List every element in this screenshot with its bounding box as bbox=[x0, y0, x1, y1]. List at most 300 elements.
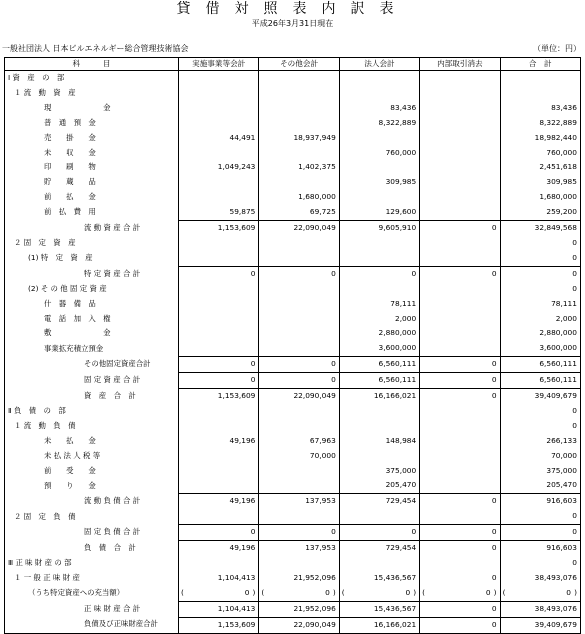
subtotal-row bbox=[5, 357, 581, 373]
account-label: 未 払 金 bbox=[44, 435, 96, 445]
amount-value: 38,493,076 bbox=[534, 603, 577, 613]
amount-cell-total bbox=[500, 190, 580, 205]
amount-value: 83,436 bbox=[390, 102, 417, 112]
document-title: 貸借対照表内訳表 bbox=[176, 1, 409, 17]
amount-value: 0 bbox=[250, 527, 256, 537]
amount-value: 0 bbox=[491, 603, 497, 613]
amount-cell-internal-elimination bbox=[420, 357, 500, 373]
amount-value: 21,952,096 bbox=[293, 603, 336, 613]
amount-cell-other-accounting bbox=[259, 434, 339, 449]
account-label-cell bbox=[5, 509, 179, 524]
amount-cell-internal-elimination bbox=[420, 266, 500, 281]
account-label: １ 流 動 資 産 bbox=[14, 87, 76, 97]
account-label-cell bbox=[5, 601, 179, 617]
amount-cell-program-accounting bbox=[179, 601, 259, 617]
amount-cell-program-accounting bbox=[179, 266, 259, 281]
amount-value: 0 bbox=[491, 619, 497, 629]
amount-cell-other-accounting bbox=[259, 586, 339, 601]
amount-cell-internal-elimination bbox=[420, 617, 500, 633]
amount-cell-other-accounting bbox=[259, 419, 339, 434]
amount-cell-total bbox=[500, 131, 580, 146]
amount-cell-program-accounting bbox=[179, 419, 259, 434]
amount-cell-corporate-accounting bbox=[339, 449, 419, 464]
amount-cell-program-accounting bbox=[179, 556, 259, 571]
amount-cell-internal-elimination bbox=[420, 251, 500, 266]
amount-cell-corporate-accounting bbox=[339, 312, 419, 327]
account-label-cell bbox=[5, 251, 179, 266]
amount-cell-internal-elimination bbox=[420, 419, 500, 434]
amount-value: 1,153,609 bbox=[217, 619, 256, 629]
amount-cell-other-accounting bbox=[259, 190, 339, 205]
amount-cell-internal-elimination bbox=[420, 190, 500, 205]
account-label-cell bbox=[5, 571, 179, 586]
amount-cell-corporate-accounting bbox=[339, 266, 419, 281]
amount-value: 0 bbox=[331, 268, 336, 278]
amount-cell-program-accounting bbox=[179, 86, 259, 101]
amount-cell-other-accounting bbox=[259, 251, 339, 266]
header-internal-elimination: 内部取引消去 bbox=[420, 58, 500, 71]
amount-cell-internal-elimination bbox=[420, 341, 500, 356]
amount-cell-internal-elimination bbox=[420, 525, 500, 541]
table-row bbox=[5, 205, 581, 220]
subtotal-row bbox=[5, 601, 581, 617]
amount-cell-program-accounting bbox=[179, 175, 259, 190]
amount-cell-corporate-accounting bbox=[339, 297, 419, 312]
amount-cell-total bbox=[500, 116, 580, 131]
amount-cell-corporate-accounting bbox=[339, 71, 419, 86]
amount-cell-total bbox=[500, 357, 580, 373]
account-label-cell bbox=[5, 449, 179, 464]
amount-cell-other-accounting bbox=[259, 494, 339, 509]
amount-cell-program-accounting bbox=[179, 434, 259, 449]
amount-value: 1,049,243 bbox=[217, 162, 256, 172]
amount-cell-program-accounting bbox=[179, 617, 259, 633]
amount-cell-corporate-accounting bbox=[339, 101, 419, 116]
amount-cell-program-accounting bbox=[179, 464, 259, 479]
amount-cell-other-accounting bbox=[259, 221, 339, 236]
amount-cell-program-accounting bbox=[179, 586, 259, 601]
amount-value: 259,200 bbox=[546, 207, 577, 217]
amount-cell-other-accounting bbox=[259, 101, 339, 116]
table-row bbox=[5, 509, 581, 524]
header-account: 科 目 bbox=[5, 58, 179, 71]
account-label: 売 掛 金 bbox=[44, 132, 96, 142]
amount-cell-total bbox=[500, 160, 580, 175]
subtotal-row bbox=[5, 373, 581, 389]
amount-value: 0 bbox=[491, 391, 497, 401]
amount-cell-corporate-accounting bbox=[339, 389, 419, 404]
amount-cell-program-accounting bbox=[179, 190, 259, 205]
amount-cell-other-accounting bbox=[259, 297, 339, 312]
amount-cell-corporate-accounting bbox=[339, 478, 419, 493]
amount-cell-internal-elimination bbox=[420, 146, 500, 161]
amount-value: 205,470 bbox=[546, 480, 577, 490]
amount-cell-other-accounting bbox=[259, 556, 339, 571]
account-label: 預 り 金 bbox=[44, 480, 96, 490]
account-label-cell bbox=[5, 617, 179, 633]
account-label-cell bbox=[5, 205, 179, 220]
amount-value: 38,493,076 bbox=[534, 572, 577, 582]
amount-cell-other-accounting bbox=[259, 131, 339, 146]
amount-value: 0 bbox=[411, 268, 417, 278]
amount-cell-program-accounting bbox=[179, 282, 259, 297]
amount-value: 0 bbox=[491, 496, 497, 506]
amount-cell-program-accounting bbox=[179, 297, 259, 312]
amount-cell-program-accounting bbox=[179, 160, 259, 175]
account-label-cell bbox=[5, 101, 179, 116]
account-label-cell bbox=[5, 131, 179, 146]
amount-value: 0 bbox=[566, 587, 571, 597]
header-row bbox=[5, 58, 581, 71]
amount-cell-other-accounting bbox=[259, 464, 339, 479]
account-label: Ⅰ 資 産 の 部 bbox=[8, 73, 65, 82]
report-date: 平成26年3月31日現在 bbox=[251, 19, 334, 28]
account-label-cell bbox=[5, 478, 179, 493]
amount-cell-corporate-accounting bbox=[339, 236, 419, 251]
account-label-cell bbox=[5, 146, 179, 161]
amount-cell-total bbox=[500, 494, 580, 509]
table-row bbox=[5, 312, 581, 327]
amount-cell-corporate-accounting bbox=[339, 341, 419, 356]
amount-value: 375,000 bbox=[546, 465, 577, 475]
amount-value: 70,000 bbox=[551, 450, 577, 460]
table-row bbox=[5, 175, 581, 190]
amount-value: 0 bbox=[572, 558, 577, 567]
amount-cell-other-accounting bbox=[259, 357, 339, 373]
account-label: 流 動 負 債 合 計 bbox=[84, 496, 141, 506]
amount-value: 0 bbox=[250, 359, 256, 369]
amount-value: 78,111 bbox=[390, 298, 417, 308]
amount-value: 309,985 bbox=[385, 177, 417, 187]
account-label-cell bbox=[5, 160, 179, 175]
amount-value: 0 bbox=[572, 237, 577, 247]
amount-cell-other-accounting bbox=[259, 541, 339, 556]
amount-value: 15,436,567 bbox=[373, 603, 417, 613]
amount-cell-other-accounting bbox=[259, 205, 339, 220]
subtotal-row bbox=[5, 541, 581, 556]
account-label: 現 金 bbox=[44, 102, 111, 112]
amount-cell-corporate-accounting bbox=[339, 326, 419, 341]
organization-name: 一般社団法人 日本ビルエネルギー総合管理技術協会 bbox=[2, 44, 189, 53]
amount-cell-total bbox=[500, 556, 580, 571]
amount-value: 137,953 bbox=[305, 543, 336, 553]
amount-cell-internal-elimination bbox=[420, 389, 500, 404]
account-label: （うち特定資産への充当額） bbox=[28, 588, 125, 598]
amount-cell-total bbox=[500, 282, 580, 297]
amount-value: 0 bbox=[491, 543, 497, 553]
amount-cell-corporate-accounting bbox=[339, 175, 419, 190]
amount-value: 8,322,889 bbox=[539, 117, 577, 127]
amount-cell-other-accounting bbox=[259, 116, 339, 131]
amount-cell-other-accounting bbox=[259, 266, 339, 281]
amount-cell-total bbox=[500, 509, 580, 524]
amount-cell-internal-elimination bbox=[420, 116, 500, 131]
amount-value: 8,322,889 bbox=[378, 117, 417, 127]
account-label-cell bbox=[5, 266, 179, 281]
amount-value: 1,680,000 bbox=[539, 192, 577, 202]
account-label: Ⅱ 負 債 の 部 bbox=[8, 405, 66, 415]
amount-value: 18,982,440 bbox=[534, 132, 577, 142]
amount-cell-other-accounting bbox=[259, 236, 339, 251]
amount-value: 16,166,021 bbox=[373, 391, 417, 401]
table-row bbox=[5, 146, 581, 161]
amount-value: 0 bbox=[325, 587, 330, 597]
amount-cell-program-accounting bbox=[179, 525, 259, 541]
header-program-accounting: 実施事業等会計 bbox=[179, 58, 259, 71]
account-label-cell bbox=[5, 282, 179, 297]
account-label: 流 動 資 産 合 計 bbox=[84, 222, 141, 232]
amount-cell-program-accounting bbox=[179, 131, 259, 146]
amount-cell-program-accounting bbox=[179, 571, 259, 586]
amount-cell-total bbox=[500, 601, 580, 617]
amount-cell-total bbox=[500, 617, 580, 633]
table-row bbox=[5, 449, 581, 464]
amount-value: 129,600 bbox=[385, 207, 417, 217]
amount-value: 760,000 bbox=[546, 147, 577, 157]
table-row bbox=[5, 419, 581, 434]
account-label: 負 債 合 計 bbox=[84, 542, 136, 552]
amount-cell-internal-elimination bbox=[420, 86, 500, 101]
table-row bbox=[5, 434, 581, 449]
amount-cell-internal-elimination bbox=[420, 434, 500, 449]
table-row bbox=[5, 464, 581, 479]
amount-cell-program-accounting bbox=[179, 146, 259, 161]
account-label-cell bbox=[5, 297, 179, 312]
amount-cell-total bbox=[500, 449, 580, 464]
table-row bbox=[5, 101, 581, 116]
table-row bbox=[5, 404, 581, 419]
account-label-cell bbox=[5, 221, 179, 236]
amount-value: 1,153,609 bbox=[217, 223, 256, 233]
amount-cell-program-accounting bbox=[179, 236, 259, 251]
amount-cell-total bbox=[500, 464, 580, 479]
table-row bbox=[5, 160, 581, 175]
amount-cell-internal-elimination bbox=[420, 601, 500, 617]
amount-cell-other-accounting bbox=[259, 160, 339, 175]
amount-cell-corporate-accounting bbox=[339, 617, 419, 633]
table-row bbox=[5, 131, 581, 146]
amount-value: 729,454 bbox=[385, 543, 417, 553]
account-label: 前 払 金 bbox=[44, 192, 96, 202]
account-label: 印 刷 物 bbox=[44, 162, 96, 172]
amount-cell-corporate-accounting bbox=[339, 357, 419, 373]
amount-cell-program-accounting bbox=[179, 326, 259, 341]
amount-cell-internal-elimination bbox=[420, 221, 500, 236]
amount-cell-internal-elimination bbox=[420, 282, 500, 297]
amount-cell-total bbox=[500, 71, 580, 86]
amount-value: 266,133 bbox=[546, 435, 577, 445]
amount-cell-total bbox=[500, 541, 580, 556]
amount-value: 2,880,000 bbox=[378, 328, 417, 338]
amount-value: 67,963 bbox=[309, 435, 336, 445]
account-label: その他固定資産合計 bbox=[84, 359, 151, 369]
amount-value: 59,875 bbox=[229, 207, 256, 217]
subtotal-row bbox=[5, 525, 581, 541]
account-label: 事業拡充積立預金 bbox=[44, 343, 104, 353]
amount-cell-total bbox=[500, 175, 580, 190]
amount-value: 2,000 bbox=[555, 313, 577, 323]
header-other-accounting: その他会計 bbox=[259, 58, 339, 71]
amount-cell-program-accounting bbox=[179, 205, 259, 220]
amount-cell-total bbox=[500, 312, 580, 327]
close-paren: ) bbox=[413, 587, 417, 597]
amount-value: 22,090,049 bbox=[293, 391, 336, 401]
account-label-cell bbox=[5, 419, 179, 434]
subtotal-row bbox=[5, 389, 581, 404]
amount-cell-total bbox=[500, 146, 580, 161]
amount-value: 0 bbox=[572, 420, 577, 430]
amount-cell-total bbox=[500, 434, 580, 449]
amount-cell-total bbox=[500, 297, 580, 312]
amount-cell-internal-elimination bbox=[420, 571, 500, 586]
amount-value: 1,402,375 bbox=[298, 162, 336, 172]
amount-cell-corporate-accounting bbox=[339, 556, 419, 571]
table-row bbox=[5, 251, 581, 266]
amount-value: 0 bbox=[491, 223, 497, 233]
amount-cell-other-accounting bbox=[259, 175, 339, 190]
amount-value: 0 bbox=[405, 587, 411, 597]
amount-cell-corporate-accounting bbox=[339, 601, 419, 617]
amount-value: 0 bbox=[250, 268, 256, 278]
amount-value: 2,000 bbox=[395, 313, 417, 323]
amount-cell-program-accounting bbox=[179, 541, 259, 556]
amount-cell-other-accounting bbox=[259, 449, 339, 464]
amount-cell-internal-elimination bbox=[420, 556, 500, 571]
account-label: 敷 金 bbox=[44, 328, 111, 338]
amount-cell-corporate-accounting bbox=[339, 419, 419, 434]
amount-value: 375,000 bbox=[385, 465, 417, 475]
amount-cell-corporate-accounting bbox=[339, 494, 419, 509]
amount-cell-program-accounting bbox=[179, 389, 259, 404]
amount-cell-corporate-accounting bbox=[339, 404, 419, 419]
amount-value: 760,000 bbox=[385, 147, 417, 157]
amount-cell-program-accounting bbox=[179, 251, 259, 266]
amount-value: 49,196 bbox=[229, 543, 256, 553]
amount-value: 916,603 bbox=[546, 496, 577, 506]
amount-cell-corporate-accounting bbox=[339, 541, 419, 556]
subtotal-row bbox=[5, 221, 581, 236]
amount-cell-total bbox=[500, 586, 580, 601]
table-row bbox=[5, 190, 581, 205]
amount-cell-corporate-accounting bbox=[339, 251, 419, 266]
amount-cell-corporate-accounting bbox=[339, 190, 419, 205]
table-row bbox=[5, 86, 581, 101]
amount-cell-program-accounting bbox=[179, 312, 259, 327]
amount-value: 32,849,568 bbox=[534, 223, 577, 233]
amount-cell-program-accounting bbox=[179, 71, 259, 86]
amount-value: 0 bbox=[572, 405, 577, 415]
unit-label: （単位：円） bbox=[533, 44, 581, 53]
amount-value: 148,984 bbox=[385, 435, 417, 445]
amount-value: 916,603 bbox=[546, 543, 577, 553]
amount-cell-corporate-accounting bbox=[339, 464, 419, 479]
amount-cell-internal-elimination bbox=[420, 101, 500, 116]
amount-cell-total bbox=[500, 221, 580, 236]
amount-cell-corporate-accounting bbox=[339, 205, 419, 220]
table-row bbox=[5, 571, 581, 586]
amount-value: 78,111 bbox=[551, 298, 577, 308]
amount-value: 3,600,000 bbox=[539, 343, 577, 353]
open-paren: ( bbox=[502, 587, 506, 597]
amount-value: 0 bbox=[572, 511, 577, 521]
amount-value: 70,000 bbox=[309, 450, 336, 460]
account-label-cell bbox=[5, 357, 179, 373]
amount-value: 0 bbox=[331, 375, 336, 385]
amount-cell-corporate-accounting bbox=[339, 525, 419, 541]
amount-value: 6,560,111 bbox=[539, 359, 577, 369]
table-row bbox=[5, 282, 581, 297]
amount-value: 15,436,567 bbox=[373, 572, 417, 582]
amount-cell-internal-elimination bbox=[420, 160, 500, 175]
amount-cell-internal-elimination bbox=[420, 449, 500, 464]
account-label: 普 通 預 金 bbox=[44, 117, 96, 127]
amount-cell-internal-elimination bbox=[420, 326, 500, 341]
amount-cell-program-accounting bbox=[179, 404, 259, 419]
amount-cell-internal-elimination bbox=[420, 509, 500, 524]
amount-value: 0 bbox=[491, 359, 497, 369]
amount-value: 309,985 bbox=[546, 177, 577, 187]
account-label-cell bbox=[5, 525, 179, 541]
amount-cell-total bbox=[500, 373, 580, 389]
close-paren: ) bbox=[493, 587, 497, 597]
amount-cell-internal-elimination bbox=[420, 312, 500, 327]
account-label: ２ 固 定 資 産 bbox=[14, 237, 76, 247]
account-label-cell bbox=[5, 404, 179, 419]
amount-cell-other-accounting bbox=[259, 282, 339, 297]
account-label: 前 受 金 bbox=[44, 465, 96, 475]
amount-cell-total bbox=[500, 419, 580, 434]
amount-value: 0 bbox=[491, 572, 497, 582]
amount-value: 2,451,618 bbox=[539, 162, 577, 172]
amount-value: 22,090,049 bbox=[293, 223, 336, 233]
account-label: ２ 固 定 負 債 bbox=[14, 511, 76, 521]
account-label-cell bbox=[5, 373, 179, 389]
amount-cell-other-accounting bbox=[259, 326, 339, 341]
amount-cell-internal-elimination bbox=[420, 205, 500, 220]
amount-cell-other-accounting bbox=[259, 146, 339, 161]
account-label-cell bbox=[5, 434, 179, 449]
amount-value: 3,600,000 bbox=[378, 343, 417, 353]
amount-cell-corporate-accounting bbox=[339, 86, 419, 101]
amount-cell-internal-elimination bbox=[420, 464, 500, 479]
account-label-cell bbox=[5, 175, 179, 190]
close-paren: ) bbox=[252, 587, 256, 597]
subtotal-row bbox=[5, 494, 581, 509]
account-label: Ⅲ 正 味 財 産 の 部 bbox=[8, 558, 72, 567]
amount-cell-other-accounting bbox=[259, 341, 339, 356]
amount-cell-internal-elimination bbox=[420, 71, 500, 86]
amount-value: 22,090,049 bbox=[293, 619, 336, 629]
account-label: (1) 特 定 資 産 bbox=[28, 253, 93, 263]
amount-value: 137,953 bbox=[305, 496, 336, 506]
amount-value: 0 bbox=[485, 587, 491, 597]
account-label: 電 話 加 入 権 bbox=[44, 313, 111, 323]
account-label-cell bbox=[5, 556, 179, 571]
amount-value: 18,937,949 bbox=[293, 132, 336, 142]
account-label-cell bbox=[5, 312, 179, 327]
amount-cell-internal-elimination bbox=[420, 131, 500, 146]
amount-cell-total bbox=[500, 478, 580, 493]
amount-value: 39,409,679 bbox=[534, 391, 577, 401]
amount-value: 39,409,679 bbox=[534, 619, 577, 629]
amount-value: 9,605,910 bbox=[378, 223, 417, 233]
amount-value: 0 bbox=[572, 527, 577, 537]
account-label-cell bbox=[5, 341, 179, 356]
amount-cell-internal-elimination bbox=[420, 586, 500, 601]
amount-value: 205,470 bbox=[385, 480, 417, 490]
amount-cell-total bbox=[500, 341, 580, 356]
account-label-cell bbox=[5, 71, 179, 86]
